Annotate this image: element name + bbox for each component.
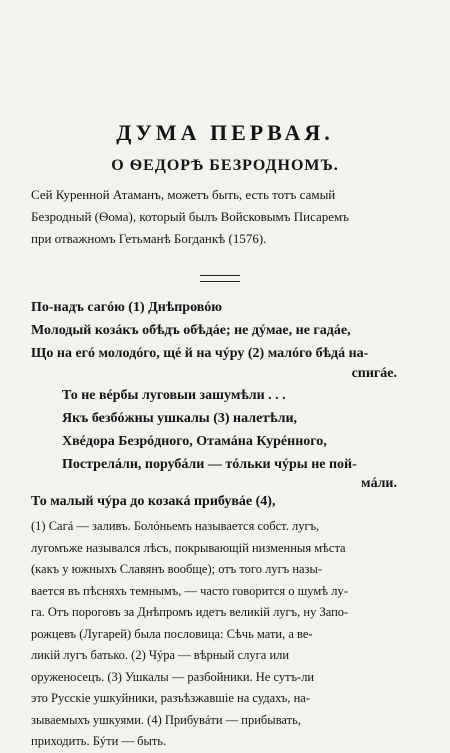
verse-line: Хвéдора Безрóдного, Отамáна Курéнного,	[62, 434, 327, 449]
intro-paragraph	[31, 184, 419, 250]
footnote-line: зываемыхъ ушкуями. (4) Прибувáти — прибывать,	[31, 712, 301, 727]
footnote-line: ликій лугъ батько. (2) Чýра — вѣрный слуга или	[31, 648, 290, 662]
footnote-line: это Русскіе ушкуйники, разъѣзжавшіе на судахъ, на-	[31, 691, 311, 705]
divider-rule	[200, 275, 240, 276]
chapter-subtitle: О ѲЕДОРѢ БЕЗРОДНОМЪ.	[111, 157, 339, 174]
divider-rule	[200, 281, 240, 282]
verse-line: мáли.	[361, 476, 397, 491]
chapter-title: ДУМА ПЕРВАЯ.	[116, 120, 334, 145]
verse-line: То малый чýра до козакá прибувáе (4),	[31, 494, 276, 509]
footnote-line: рожцевъ (Лугарей) была пословица: Сѣчь мати, а ве-	[31, 626, 313, 641]
footnote-line: га. Отъ пороговъ за Днѣпромъ идетъ великій лугъ, ну Запо-	[31, 605, 349, 619]
intro-line: Безродный (Ѳома), который былъ Войсковымъ Писаремъ	[31, 209, 350, 224]
footnotes	[31, 516, 431, 753]
verse-line: По-надъ сагóю (1) Днѣпровóю	[31, 300, 222, 315]
footnote-line: лугомъже назывался лѣсъ, покрывающій низменныя мѣста	[31, 540, 346, 555]
verse-line: Що на егó молодóго, щé й на чýру (2) малóго бѣдá на-	[31, 346, 369, 361]
intro-line: Сей Куренной Атаманъ, можетъ быть, есть тотъ самый	[31, 187, 336, 202]
intro-line: при отважномъ Гетьманѣ Богданкѣ (1576).	[31, 231, 267, 246]
footnote-line: приходить. Бýти — быть.	[31, 734, 167, 748]
verse-line: То не вéрбы луговыи зашумѣли . . .	[62, 388, 286, 403]
verse-line: Пострелáли, порубáли — тóльки чýры не пой-	[62, 457, 357, 472]
footnote-line: (какъ у южныхъ Славянъ вообще); отъ того лугъ назы-	[31, 562, 323, 576]
verse-line: Якъ безбóжны ушкалы (3) налетѣли,	[62, 411, 298, 426]
verse-line: спигáе.	[351, 366, 397, 381]
verse-line: Молодый козáкъ обѣдъ обѣдáе; не дýмае, не гадáе,	[31, 323, 351, 338]
footnote-line: оруженосецъ. (3) Ушкалы — разбойники. Не сутъ-ли	[31, 669, 315, 684]
footnote-line: (1) Сагá — заливъ. Болóньемъ называется собст. лугъ,	[31, 519, 320, 533]
footnote-line: вается въ пѣсняхъ темнымъ, — часто говорится о шумѣ лу-	[31, 583, 348, 598]
